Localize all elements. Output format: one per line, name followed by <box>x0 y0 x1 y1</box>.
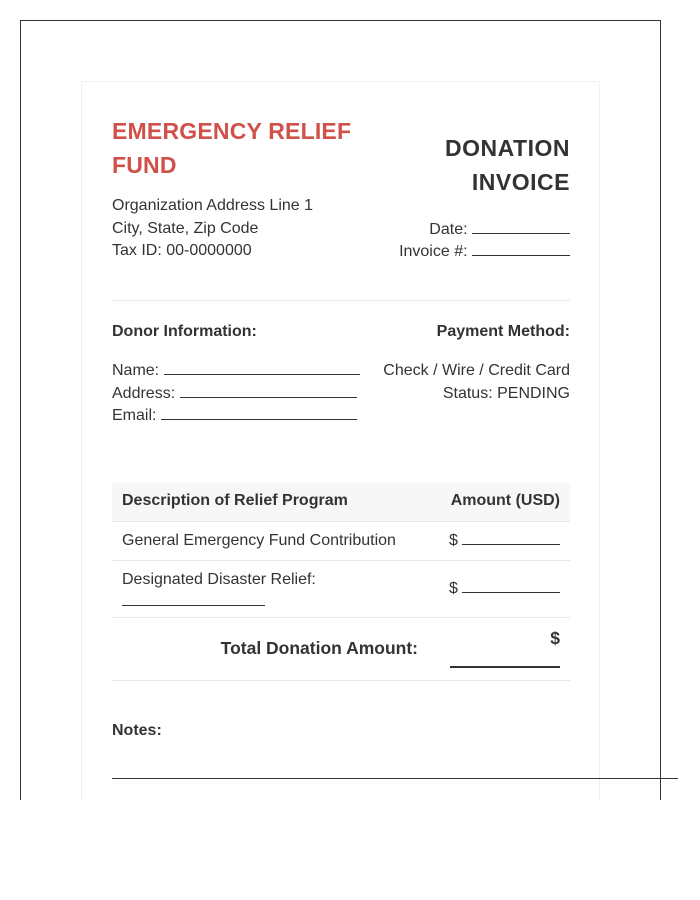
organization-name-line-1: EMERGENCY RELIEF <box>112 118 352 144</box>
invoice-title-line-1: DONATION <box>445 135 570 161</box>
donor-name-field[interactable] <box>112 360 360 382</box>
payment-status: Status: PENDING <box>442 385 570 402</box>
header-divider <box>112 300 570 301</box>
table-row-2-designation-blank[interactable] <box>122 591 265 606</box>
table-row-1-amount-blank[interactable] <box>462 530 560 545</box>
table-row-2-amount[interactable] <box>449 578 560 600</box>
organization-tax-id: Tax ID: 00-0000000 <box>112 242 252 259</box>
invoice-title-line-2: INVOICE <box>471 169 570 195</box>
invoice-number-blank[interactable] <box>472 241 570 256</box>
donor-name-blank[interactable] <box>164 360 360 375</box>
total-currency: $ <box>550 628 560 648</box>
table-row-2-designation-field[interactable] <box>122 591 265 613</box>
donor-email-field[interactable] <box>112 405 357 427</box>
organization-address-line-2: City, State, Zip Code <box>112 220 259 237</box>
total-donation-label: Total Donation Amount: <box>220 638 418 658</box>
table-row-divider <box>112 560 570 561</box>
invoice-number-field[interactable] <box>399 241 570 263</box>
table-row-2-currency: $ <box>449 580 458 597</box>
donor-email-label: Email: <box>112 407 157 424</box>
table-row-2-description: Designated Disaster Relief: <box>122 571 316 588</box>
donor-address-field[interactable] <box>112 383 357 405</box>
table-row-1-amount[interactable] <box>449 530 560 552</box>
organization-name-line-2: FUND <box>112 152 177 178</box>
column-header-description: Description of Relief Program <box>122 492 348 509</box>
invoice-number-label: Invoice #: <box>399 243 468 260</box>
total-amount-blank[interactable] <box>450 666 560 668</box>
table-row-divider <box>112 521 570 522</box>
donor-address-blank[interactable] <box>180 383 357 398</box>
invoice-date-label: Date: <box>429 221 468 238</box>
column-header-amount: Amount (USD) <box>450 492 560 509</box>
invoice-title <box>350 131 570 199</box>
invoice-date-field[interactable] <box>429 219 570 241</box>
table-bottom-divider <box>112 680 570 681</box>
table-row-divider <box>112 617 570 618</box>
invoice-date-blank[interactable] <box>472 219 570 234</box>
notes-heading: Notes: <box>112 722 162 739</box>
notes-line[interactable] <box>112 778 678 779</box>
donor-address-label: Address: <box>112 385 176 402</box>
donor-email-blank[interactable] <box>161 405 357 420</box>
organization-address-line-1: Organization Address Line 1 <box>112 197 314 214</box>
organization-name <box>112 114 382 182</box>
table-row-2-amount-blank[interactable] <box>462 578 560 593</box>
payment-methods: Check / Wire / Credit Card <box>383 362 570 379</box>
donor-name-label: Name: <box>112 362 160 379</box>
table-row-1-description: General Emergency Fund Contribution <box>122 532 396 549</box>
donor-info-heading: Donor Information: <box>112 323 257 340</box>
payment-method-heading: Payment Method: <box>436 323 570 340</box>
table-row-1-currency: $ <box>449 532 458 549</box>
